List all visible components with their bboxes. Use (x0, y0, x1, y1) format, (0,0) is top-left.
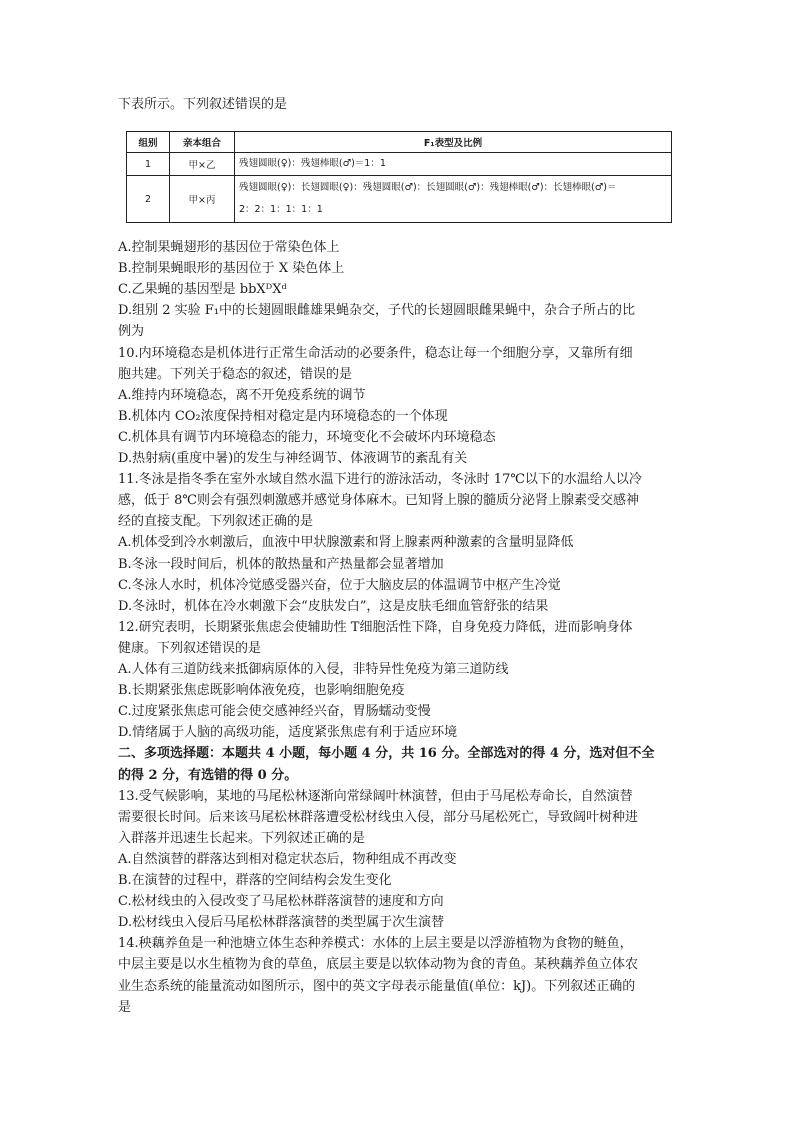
text-line: 感，低于 8℃则会有强烈刺激感并感觉身体麻木。已知肾上腺的髓质分泌肾上腺素受交感神 (118, 493, 639, 509)
text-line: 胞共建。下列关于稳态的叙述，错误的是 (118, 366, 353, 382)
text-line: 中层主要是以水生植物为食的草鱼，底层主要是以软体动物为食的青鱼。某秧藕养鱼立体农 (118, 957, 639, 973)
text-line: A.自然演替的群落达到相对稳定状态后，物种组成不再改变 (118, 851, 457, 867)
text-line: 入群落并迅速生长起来。下列叙述正确的是 (118, 830, 366, 846)
row-result-line: 残翅圆眼(♀)：残翅棒眼(♂)＝1：1 (239, 158, 386, 169)
text-line: 14.秧藕养鱼是一种池塘立体生态种养模式：水体的上层主要是以浮游植物为食物的鲢鱼， (118, 936, 633, 952)
header-result: F₁表型及比例 (235, 132, 672, 153)
text-line: D.冬泳时，机体在冷水刺激下会“皮肤发白”，这是皮肤毛细血管舒张的结果 (118, 598, 549, 614)
text-line: B.在演替的过程中，群落的空间结构会发生变化 (118, 873, 392, 888)
text-line: C.冬泳人水时，机体冷觉感受器兴奋，位于大脑皮层的体温调节中枢产生冷觉 (118, 577, 561, 593)
text-line: D.情绪属于人脑的高级功能，适度紧张焦虑有利于适应环境 (118, 725, 458, 741)
text-line: 需要很长时间。后来该马尾松林群落遭受松材线虫入侵，部分马尾松死亡，导致阔叶树种进 (118, 809, 639, 825)
text-line: D.热射病(重度中暑)的发生与神经调节、体液调节的紊乱有关 (118, 451, 468, 466)
text-line: C.机体具有调节内环境稳态的能力，环境变化不会破坏内环境稳态 (118, 429, 496, 445)
text-line: D.松材线虫入侵后马尾松林群落演替的类型属于次生演替 (118, 915, 445, 931)
text-line: B.机体内 CO₂浓度保持相对稳定是内环境稳态的一个体现 (118, 408, 448, 424)
intro-text: 下表所示。下列叙述错误的是 (118, 97, 288, 112)
text-line: 12.研究表明，长期紧张焦虑会使辅助性 T细胞活性下降，自身免疫力降低，进而影响身体 (118, 619, 633, 635)
text-line: 经的直接支配。下列叙述正确的是 (118, 514, 314, 530)
row-cross: 甲×丙 (170, 176, 235, 223)
text-line: 11.冬泳是指冬季在室外水域自然水温下进行的游泳活动，冬泳时 17℃以下的水温给人以冷 (118, 472, 642, 488)
header-cross: 亲本组合 (170, 132, 235, 153)
text-line: B.控制果蝇眼形的基因位于 X 染色体上 (118, 261, 345, 277)
text-line: D.组别 2 实验 F₁中的长翅圆眼雌雄果蝇杂交，子代的长翅圆眼雌果蝇中，杂合子所占的比 (118, 303, 635, 319)
text-line: 10.内环境稳态是机体进行正常生命活动的必要条件，稳态让每一个细胞分享，又靠所有细 (118, 345, 633, 361)
text-line: 业生态系统的能量流动如图所示，图中的英文字母表示能量值(单位：kJ)。下列叙述正确的 (118, 978, 636, 994)
genetics-table (126, 131, 672, 223)
text-line: B.长期紧张焦虑既影响体液免疫，也影响细胞免疫 (118, 683, 405, 699)
table-row (127, 153, 672, 176)
text-line: 例为 (118, 324, 145, 340)
text-line: 健康。下列叙述错误的是 (118, 640, 262, 656)
row-result (235, 176, 672, 223)
text-line: C.松材线虫的入侵改变了马尾松林群落演替的速度和方向 (118, 894, 444, 910)
row-group-number: 1 (127, 153, 170, 176)
text-line: A.维持内环境稳态，离不开免疫系统的调节 (118, 387, 366, 403)
text-line: A.控制果蝇翅形的基因位于常染色体上 (118, 240, 340, 255)
row-result (235, 153, 672, 176)
text-line: 二、多项选择题：本题共 4 小题，每小题 4 分，共 16 分。全部选对的得 4 分，选对但不全 (118, 746, 655, 762)
header-group: 组别 (127, 132, 170, 153)
row-result-line: 2：2：1：1：1：1 (239, 204, 323, 215)
text-line: C.过度紧张焦虑可能会使交感神经兴奋，胃肠蠕动变慢 (118, 704, 431, 720)
text-line: 的得 2 分，有选错的得 0 分。 (118, 767, 298, 783)
text-line: B.冬泳一段时间后，机体的散热量和产热量都会显著增加 (118, 556, 444, 572)
text-line: 是 (118, 999, 132, 1015)
text-line: 13.受气候影响，某地的马尾松林逐渐向常绿阔叶林演替，但由于马尾松寿命长，自然演替 (118, 788, 633, 804)
text-line: A.人体有三道防线来抵御病原体的入侵，非特异性免疫为第三道防线 (118, 662, 509, 677)
row-cross: 甲×乙 (170, 153, 235, 176)
text-line: A.机体受到冷水刺激后，血液中甲状腺激素和肾上腺素两种激素的含量明显降低 (118, 535, 574, 551)
text-line: C.乙果蝇的基因型是 bbXᴰXᵈ (118, 282, 287, 298)
table-row (127, 176, 672, 223)
row-group-number: 2 (127, 176, 170, 223)
row-result-line: 残翅圆眼(♀)：长翅圆眼(♀)：残翅圆眼(♂)：长翅圆眼(♂)：残翅棒眼(♂)：长翅棒眼(♂)＝ (239, 182, 617, 193)
